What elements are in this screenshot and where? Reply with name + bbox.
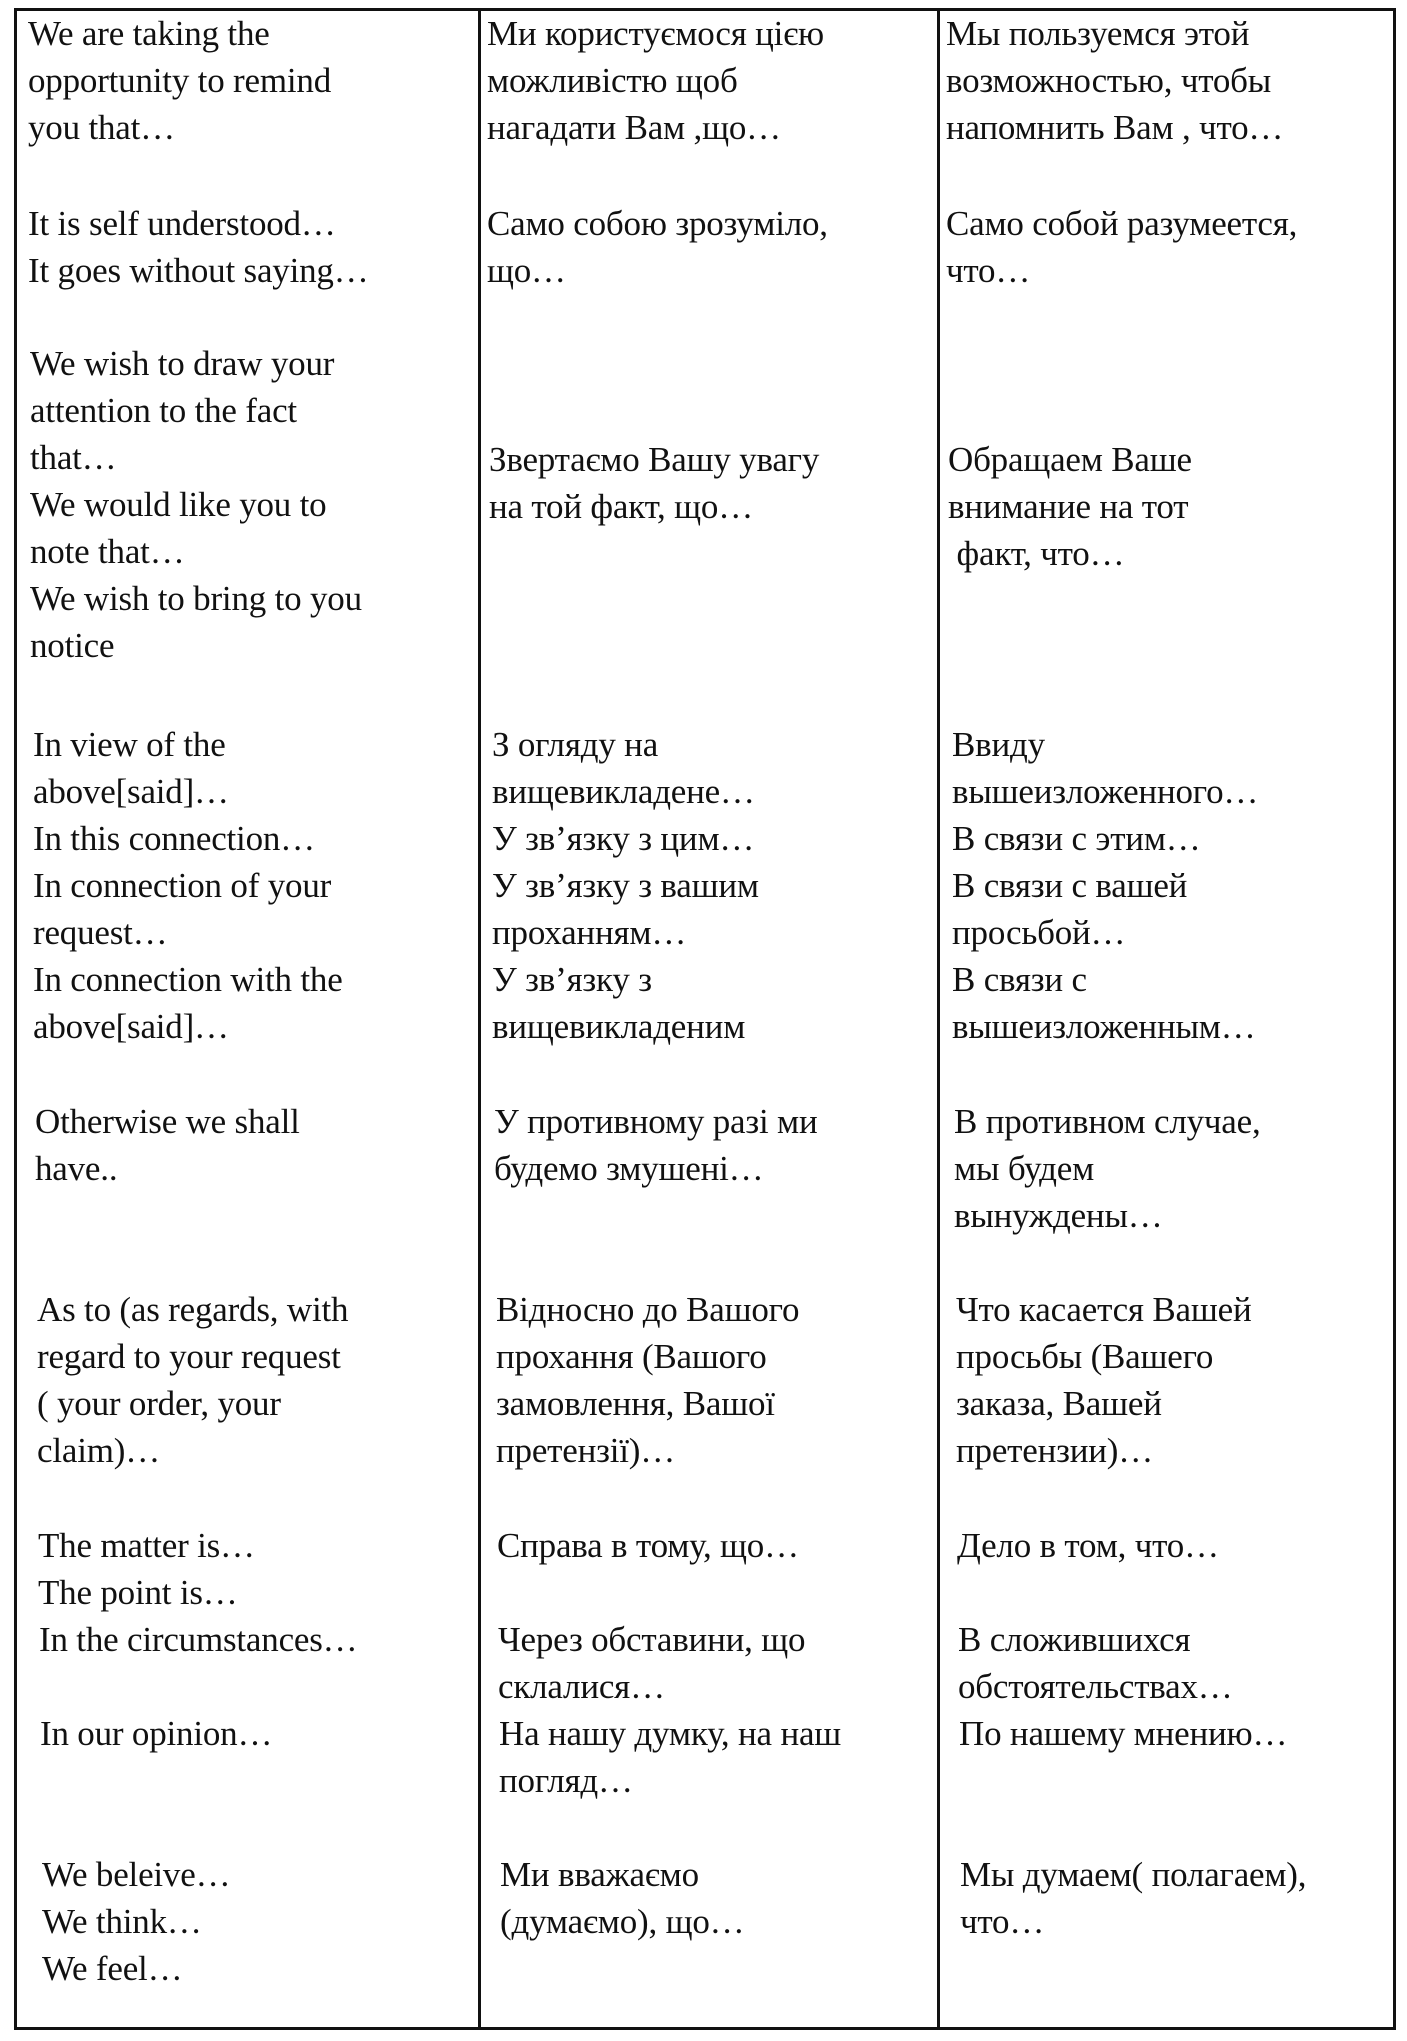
- russian-phrase: Что касается Вашей просьбы (Вашего заказа, Вашей претензии)…: [956, 1290, 1252, 1470]
- ukrainian-phrase: У противному разі ми будемо змушені…: [494, 1102, 818, 1188]
- russian-phrase: Ввиду вышеизложенного… В связи с этим… В связи с вашей просьбой… В связи с вышеизложенным…: [952, 725, 1259, 1046]
- ukrainian-phrase: Через обставини, що склалися…: [498, 1620, 806, 1706]
- english-phrase: We are taking the opportunity to remind you that…: [28, 14, 331, 147]
- russian-phrase: Мы пользуемся этой возможностью, чтобы напомнить Вам , что…: [946, 14, 1284, 147]
- ukrainian-phrase: Звертаємо Вашу увагу на той факт, що…: [489, 440, 820, 526]
- ukrainian-phrase: Справа в тому, що…: [497, 1526, 799, 1565]
- ukrainian-phrase: Само собою зрозуміло, що…: [487, 204, 828, 290]
- ukrainian-phrase: Ми вважаємо (думаємо), що…: [500, 1855, 745, 1941]
- english-phrase: In our opinion…: [40, 1714, 273, 1753]
- english-phrase: The matter is… The point is…: [38, 1526, 255, 1612]
- english-phrase: In view of the above[said]… In this connection… In connection of your request… In connection with the above[said]…: [33, 725, 343, 1046]
- ukrainian-phrase: З огляду на вищевикладене… У зв’язку з цим… У зв’язку з вашим проханням… У зв’язку з вищевикладеним: [492, 725, 759, 1046]
- column-divider-1: [478, 8, 481, 2030]
- ukrainian-phrase: Ми користуємося цією можливістю щоб нагадати Вам ,що…: [487, 14, 824, 147]
- ukrainian-phrase: На нашу думку, на наш погляд…: [499, 1714, 842, 1800]
- russian-phrase: Само собой разумеется, что…: [946, 204, 1298, 290]
- russian-phrase: Мы думаем( полагаем), что…: [960, 1855, 1307, 1941]
- russian-phrase: Обращаем Ваше внимание на тот факт, что…: [948, 440, 1192, 573]
- english-phrase: As to (as regards, with regard to your request ( your order, your claim)…: [37, 1290, 349, 1470]
- russian-phrase: В сложившихся обстоятельствах…: [958, 1620, 1233, 1706]
- english-phrase: In the circumstances…: [39, 1620, 358, 1659]
- english-phrase: It is self understood… It goes without saying…: [28, 204, 369, 290]
- column-divider-2: [937, 8, 940, 2030]
- ukrainian-phrase: Відносно до Вашого прохання (Вашого замовлення, Вашої претензії)…: [496, 1290, 800, 1470]
- russian-phrase: В противном случае, мы будем вынуждены…: [954, 1102, 1261, 1235]
- english-phrase: Otherwise we shall have..: [35, 1102, 300, 1188]
- english-phrase: We wish to draw your attention to the fact that… We would like you to note that… We wish to bring to you notice: [30, 344, 362, 665]
- english-phrase: We beleive… We think… We feel…: [42, 1855, 231, 1988]
- russian-phrase: Дело в том, что…: [957, 1526, 1219, 1565]
- russian-phrase: По нашему мнению…: [959, 1714, 1288, 1753]
